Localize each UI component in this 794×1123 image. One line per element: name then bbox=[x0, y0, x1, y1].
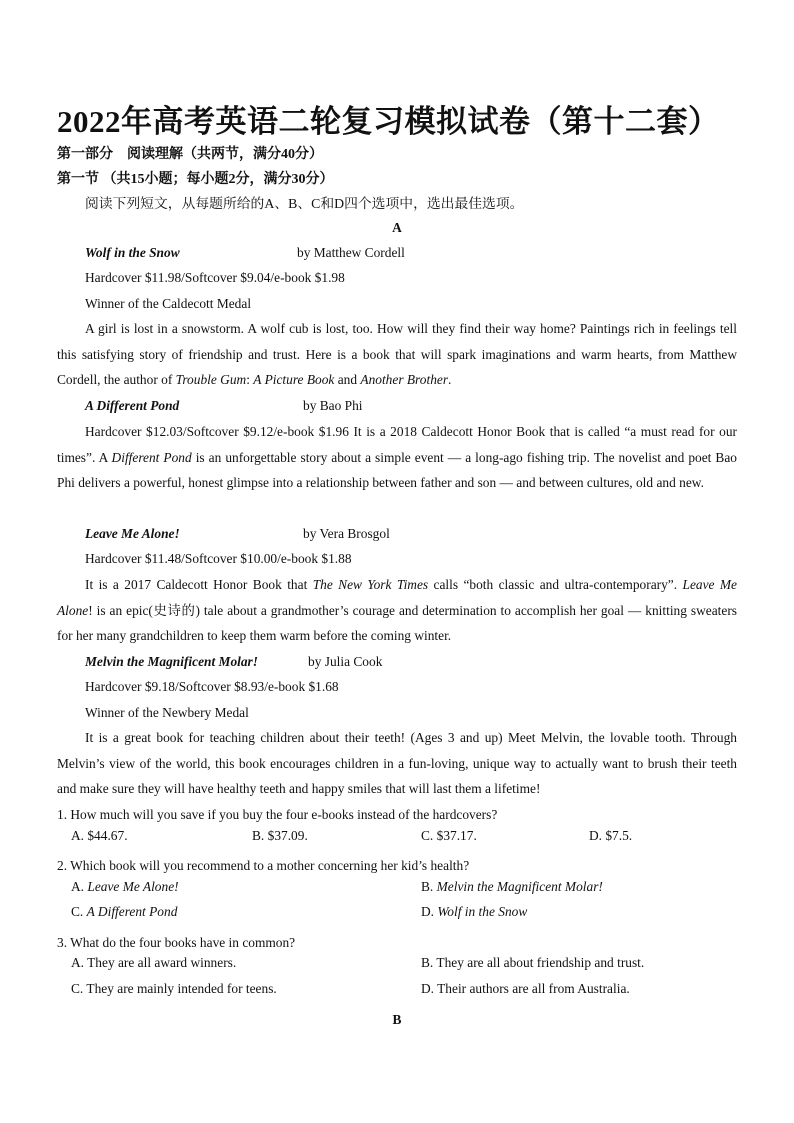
book-3-title: Leave Me Alone! bbox=[85, 526, 180, 541]
book-1-prices: Hardcover $11.98/Softcover $9.04/e-book $1.98 bbox=[85, 270, 345, 285]
book-4-description: It is a great book for teaching children about their teeth! (Ages 3 and up) Meet Melvin, the lovable tooth. Through Melvin’s view of the world, this book encourages children in a fun-loving, unique way to actually want to brush their teeth and make sure they will have healthy teeth and happy smiles that will last them a lifetime! bbox=[57, 730, 737, 796]
book-1-desc-text: . bbox=[448, 372, 452, 387]
passage-b-label: B bbox=[392, 1012, 402, 1027]
book-2-title: A Different Pond bbox=[85, 398, 180, 413]
question-3-option-a[interactable]: A. They are all award winners. bbox=[71, 955, 237, 970]
option-letter: B. bbox=[421, 879, 437, 894]
option-text: Melvin the Magnificent Molar! bbox=[436, 879, 603, 894]
book-1-desc-italic: A Picture Book bbox=[253, 372, 335, 387]
option-letter: D. bbox=[421, 904, 438, 919]
passage-a-label: A bbox=[392, 220, 402, 235]
book-1-desc-text: and bbox=[334, 372, 361, 387]
book-4-author: by Julia Cook bbox=[308, 654, 383, 669]
question-2-option-b[interactable] bbox=[421, 879, 603, 895]
option-text: Wolf in the Snow bbox=[437, 904, 528, 919]
book-3-description bbox=[57, 572, 737, 649]
option-text: Leave Me Alone! bbox=[87, 879, 179, 894]
book-2-desc-text: Hardcover $12.03/Softcover $9.12/e-book $1.96 It is a 2018 Caldecott Honor Book that is called “a must read for our times”. A bbox=[57, 424, 737, 465]
option-text: A Different Pond bbox=[86, 904, 178, 919]
question-1-stem: 1. How much will you save if you buy the four e-books instead of the hardcovers? bbox=[57, 807, 498, 822]
question-2-option-a[interactable] bbox=[71, 879, 179, 895]
book-3-desc-text: It is a 2017 Caldecott Honor Book that bbox=[85, 577, 313, 592]
book-3-author: by Vera Brosgol bbox=[303, 526, 390, 541]
question-1-option-a[interactable]: A. $44.67. bbox=[71, 828, 128, 843]
book-1-desc-text: : bbox=[246, 372, 254, 387]
book-3-desc-italic: The New York Times bbox=[312, 577, 429, 592]
question-1-option-c[interactable]: C. $37.17. bbox=[421, 828, 477, 843]
question-2-option-c[interactable] bbox=[71, 904, 177, 920]
option-letter: A. bbox=[71, 879, 88, 894]
question-1-option-b[interactable]: B. $37.09. bbox=[252, 828, 308, 843]
question-1-option-d[interactable]: D. $7.5. bbox=[589, 828, 633, 843]
book-1-award: Winner of the Caldecott Medal bbox=[85, 296, 252, 311]
book-3-desc-text: calls “both classic and ultra-contemporary”. bbox=[428, 577, 683, 592]
part-heading: 第一部分 阅读理解（共两节，满分40分） bbox=[57, 147, 323, 162]
book-2-description bbox=[57, 419, 737, 496]
book-1-author: by Matthew Cordell bbox=[297, 245, 405, 260]
instructions: 阅读下列短文，从每题所给的A、B、C和D四个选项中，选出最佳选项。 bbox=[85, 196, 524, 211]
book-1-desc-italic: Another Brother bbox=[360, 372, 449, 387]
question-3-option-c[interactable]: C. They are mainly intended for teens. bbox=[71, 981, 277, 996]
question-2-option-d[interactable] bbox=[421, 904, 527, 920]
book-3-desc-italic: Leave Me Alone bbox=[57, 577, 737, 618]
question-3-option-d[interactable]: D. Their authors are all from Australia. bbox=[421, 981, 630, 996]
book-1-desc-italic: Trouble Gum bbox=[175, 372, 247, 387]
question-3-option-b[interactable]: B. They are all about friendship and trust. bbox=[421, 955, 645, 970]
page-title: 2022年高考英语二轮复习模拟试卷（第十二套） bbox=[57, 104, 720, 139]
question-3-stem: 3. What do the four books have in common? bbox=[57, 935, 296, 950]
question-2-stem: 2. Which book will you recommend to a mother concerning her kid’s health? bbox=[57, 858, 470, 873]
book-3-desc-text: ! is an epic(史诗的) tale about a grandmother’s courage and determination to accomplish her goal — knitting sweaters for her many grandchildren to keep them warm before the coming winter. bbox=[57, 602, 737, 643]
book-2-desc-italic: Different Pond bbox=[111, 449, 192, 465]
section-heading: 第一节 （共15小题；每小题2分，满分30分） bbox=[57, 172, 334, 187]
book-1-description bbox=[57, 316, 737, 393]
book-4-prices: Hardcover $9.18/Softcover $8.93/e-book $1.68 bbox=[85, 679, 339, 694]
book-1-title: Wolf in the Snow bbox=[85, 245, 180, 260]
option-letter: C. bbox=[71, 904, 87, 919]
book-1-desc-text: A girl is lost in a snowstorm. A wolf cub is lost, too. How will they find their way home? Paintings rich in feelings tell this satisfying story of friendship and trust. Here is a book that will spark imaginations and warm hearts, from Matthew Cordell, the author of bbox=[57, 321, 737, 387]
book-4-award: Winner of the Newbery Medal bbox=[85, 705, 249, 720]
book-2-author: by Bao Phi bbox=[303, 398, 363, 413]
book-3-prices: Hardcover $11.48/Softcover $10.00/e-book $1.88 bbox=[85, 551, 352, 566]
book-2-desc-text: is an unforgettable story about a simple event — a long-ago fishing trip. The novelist and poet Bao Phi delivers a powerful, honest glimpse into a relationship between father and son — and between cultures, old and new. bbox=[57, 449, 737, 490]
book-4-title: Melvin the Magnificent Molar! bbox=[85, 654, 258, 669]
